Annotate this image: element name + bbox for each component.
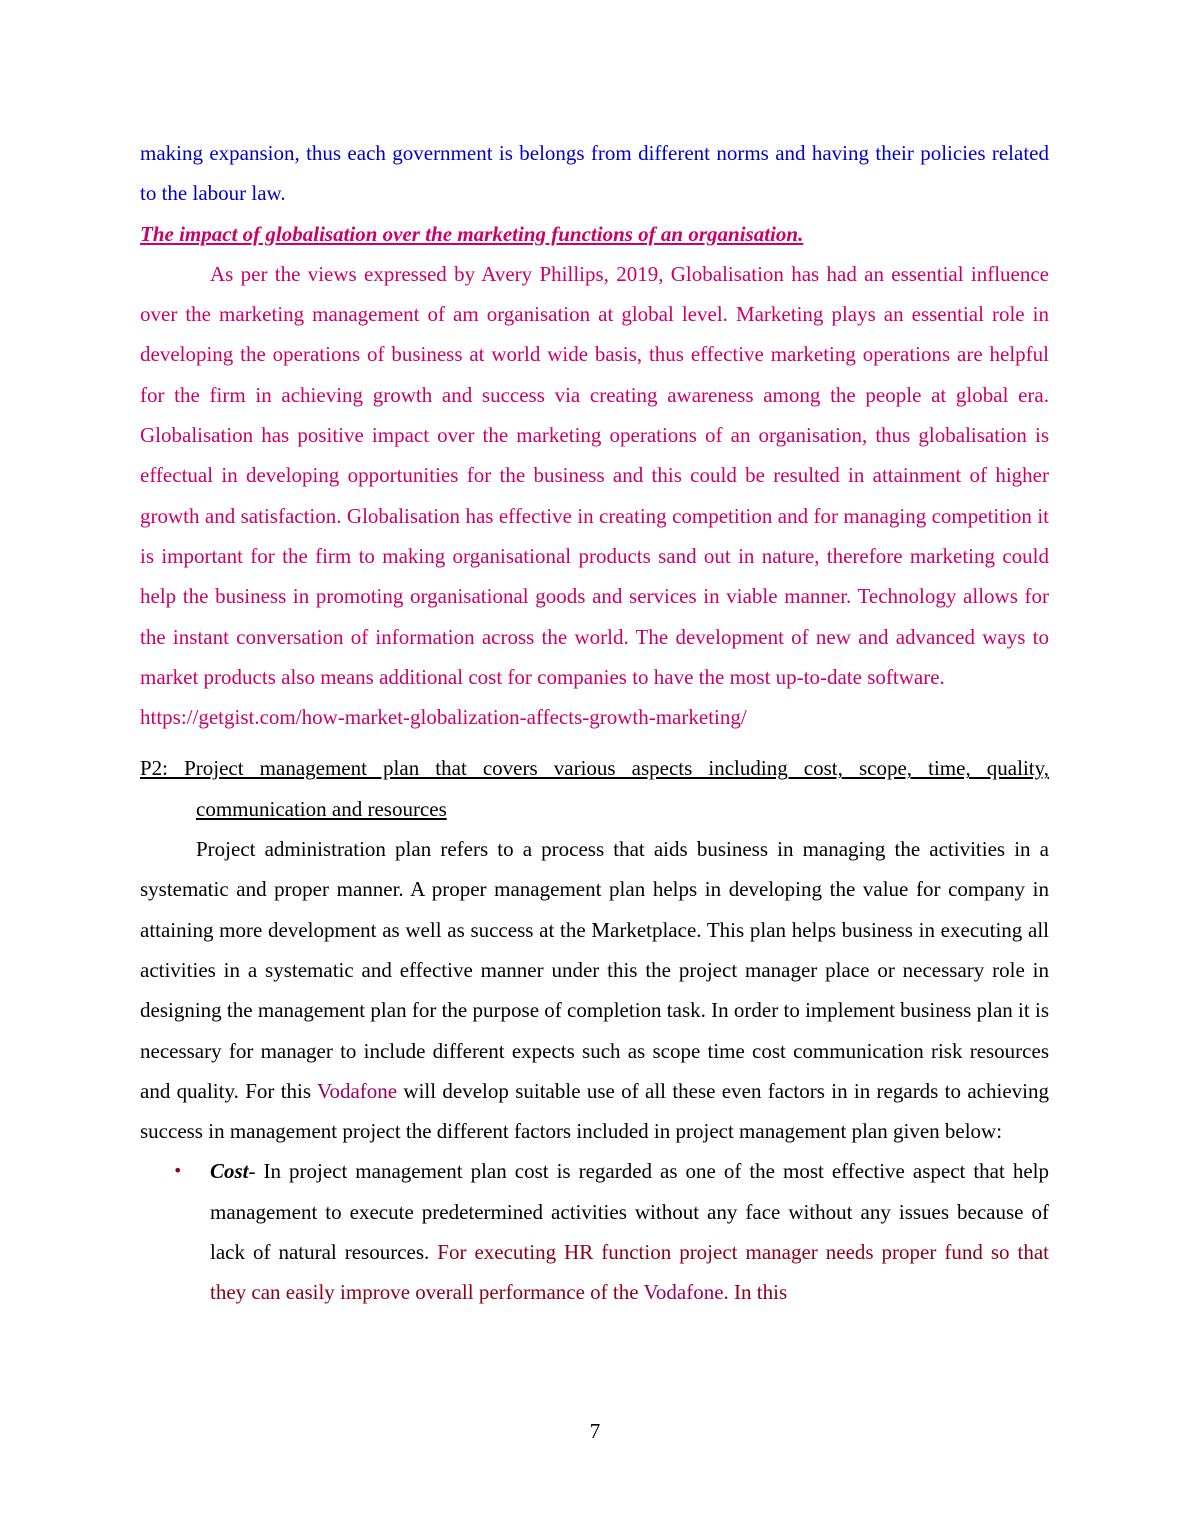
bullet-icon: •	[173, 1161, 183, 1181]
bullet1-company-name: Vodafone	[643, 1280, 724, 1305]
bullet1-paragraph	[210, 1151, 1049, 1312]
page-number: 7	[589, 1419, 601, 1443]
p2-paragraph	[140, 829, 1049, 1151]
section1-heading-text: The impact of globalisation over the marketing functions of an organisation.	[140, 221, 804, 246]
bullet1-colored-text: For executing HR function project manager needs proper fund so that they can easily improve overall performance of the	[210, 1240, 1049, 1305]
bullet1-tail: . In this	[723, 1280, 788, 1305]
p2-company-name: Vodafone	[316, 1078, 398, 1103]
section1-heading	[140, 214, 1049, 254]
intro-paragraph: making expansion, thus each government is belongs from different norms and having their policies related to the labour law.	[140, 141, 1049, 206]
document-page	[140, 133, 1049, 1313]
bullet1-text: - In project management plan cost is regarded as one of the most effective aspect that help management to execute predetermined activities without any face without any issues because of lack of natural resources.	[210, 1159, 1049, 1265]
section1-paragraph: As per the views expressed by Avery Phillips, 2019, Globalisation has had an essential influence over the marketing management of am organisation at global level. Marketing plays an essential role in developing the operations of business at world wide basis, thus effective marketing operations are helpful for the firm in achieving growth and success via creating awareness among the people at global era. Globalisation has positive impact over the marketing operations of an organisation, thus globalisation is effectual in developing opportunities for the business and this could be resulted in attainment of higher growth and satisfaction. Globalisation has effective in creating competition and for managing competition it is important for the firm to making organisational products sand out in nature, therefore marketing could help the business in promoting organisational goods and services in viable manner. Technology allows for the instant conversation of information across the world. The development of new and advanced ways to market products also means additional cost for companies to have the most up-to-date software.	[140, 261, 1049, 689]
bullet1-label: Cost	[210, 1159, 249, 1184]
section1-url[interactable]: https://getgist.com/how-market-globalization-affects-growth-marketing/	[140, 705, 747, 730]
p2-heading: P2: Project management plan that covers various aspects including cost, scope, time, quality, communication and resources	[140, 756, 1049, 821]
p2-paragraph-part2: will develop suitable use of all these even factors in in regards to achieving success in management project the different factors included in project management plan given below:	[140, 1078, 1049, 1144]
p2-paragraph-part1: Project administration plan refers to a process that aids business in managing the activities in a systematic and proper manner. A proper management plan helps in developing the value for company in attaining more development as well as success at the Marketplace. This plan helps business in executing all activities in a systematic and effective manner under this the project manager place or necessary role in designing the management plan for the purpose of completion task. In order to implement business plan it is necessary for manager to include different expects such as scope time cost communication risk resources and quality. For this	[140, 837, 1049, 1103]
list-item-cost	[140, 1151, 1049, 1312]
